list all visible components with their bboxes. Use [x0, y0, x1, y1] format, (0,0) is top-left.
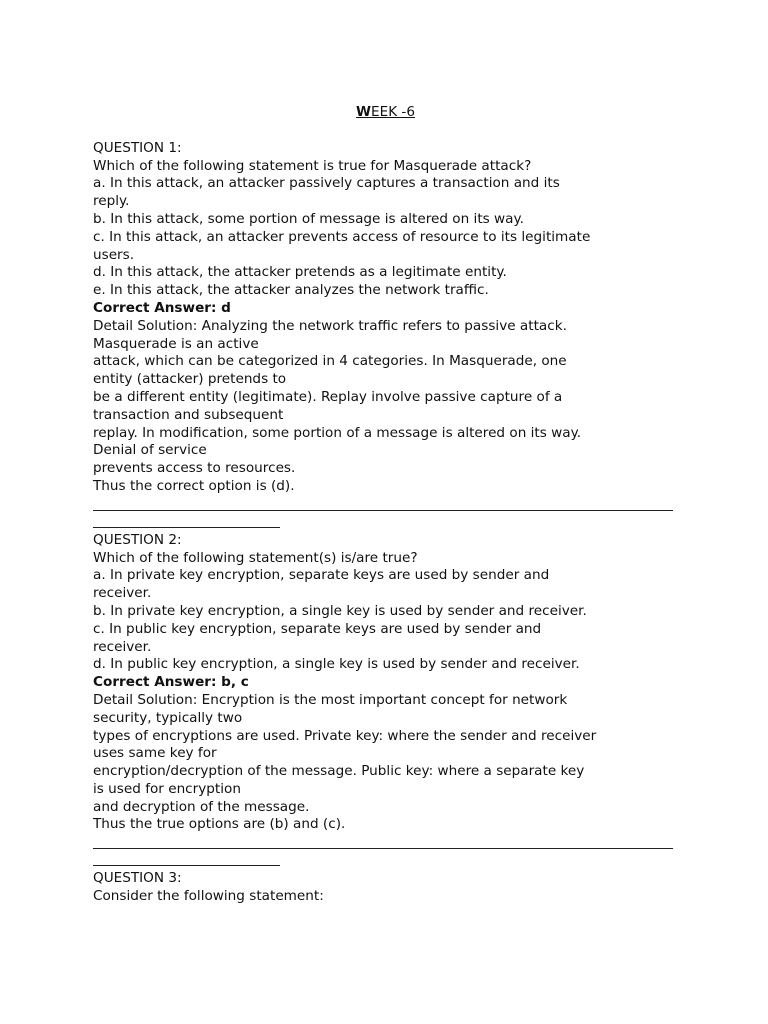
- document-page: [93, 104, 678, 906]
- question-1-solution-line: Thus the correct option is (d).: [93, 477, 295, 494]
- question-2-solution-line: encryption/decryption of the message. Public key: where a separate key: [93, 763, 585, 780]
- question-1-prompt: Which of the following statement is true for Masquerade attack?: [93, 157, 532, 174]
- question-2: [93, 532, 678, 835]
- divider-line-long: [93, 510, 673, 511]
- question-1-solution-line: replay. In modification, some portion of a message is altered on its way.: [93, 424, 582, 441]
- title-first-letter: W: [356, 104, 372, 120]
- question-2-heading: QUESTION 2:: [93, 531, 182, 548]
- question-2-solution-line: Detail Solution: Encryption is the most important concept for network: [93, 691, 568, 708]
- question-2-option-a: a. In private key encryption, separate keys are used by sender and: [93, 567, 550, 584]
- question-1-solution-line: prevents access to resources.: [93, 460, 296, 477]
- question-1-option-e: e. In this attack, the attacker analyzes the network traffic.: [93, 282, 489, 299]
- question-2-solution-line: security, typically two: [93, 709, 243, 726]
- question-2-option-c: c. In public key encryption, separate keys are used by sender and: [93, 620, 542, 637]
- question-1-solution-line: Denial of service: [93, 442, 207, 459]
- page-title: [93, 104, 678, 122]
- question-2-option-a-cont: receiver.: [93, 585, 152, 602]
- divider-line-long: [93, 848, 673, 849]
- question-1-option-a: a. In this attack, an attacker passively captures a transaction and its: [93, 175, 560, 192]
- divider-line-short: [93, 865, 280, 866]
- section-divider: [93, 834, 678, 870]
- question-3-heading: QUESTION 3:: [93, 870, 182, 887]
- question-2-prompt: Which of the following statement(s) is/are true?: [93, 549, 418, 566]
- question-2-solution-line: Thus the true options are (b) and (c).: [93, 816, 346, 833]
- question-3-prompt: Consider the following statement:: [93, 888, 324, 905]
- question-2-solution-line: types of encryptions are used. Private key: where the sender and receiver: [93, 727, 597, 744]
- question-1-solution-line: Detail Solution: Analyzing the network traffic refers to passive attack.: [93, 317, 567, 334]
- question-1-solution-line: transaction and subsequent: [93, 406, 284, 423]
- question-2-solution-line: and decryption of the message.: [93, 798, 310, 815]
- question-2-option-b: b. In private key encryption, a single key is used by sender and receiver.: [93, 602, 587, 619]
- question-1-solution-line: be a different entity (legitimate). Replay involve passive capture of a: [93, 388, 563, 405]
- divider-line-short: [93, 527, 280, 528]
- question-1-solution-line: Masquerade is an active: [93, 335, 259, 352]
- question-2-solution-line: is used for encryption: [93, 780, 241, 797]
- question-1-option-c: c. In this attack, an attacker prevents access of resource to its legitimate: [93, 228, 591, 245]
- question-1-correct-answer: Correct Answer: d: [93, 299, 231, 316]
- question-1-solution-line: attack, which can be categorized in 4 categories. In Masquerade, one: [93, 353, 567, 370]
- question-1-option-a-cont: reply.: [93, 193, 130, 210]
- section-divider: [93, 496, 678, 532]
- question-2-option-d: d. In public key encryption, a single key is used by sender and receiver.: [93, 656, 580, 673]
- question-3: [93, 870, 678, 906]
- question-1-option-b: b. In this attack, some portion of message is altered on its way.: [93, 210, 524, 227]
- question-1: [93, 140, 678, 496]
- title-rest: EEK -6: [371, 104, 415, 120]
- question-1-solution-line: entity (attacker) pretends to: [93, 371, 287, 388]
- question-1-option-c-cont: users.: [93, 246, 135, 263]
- question-1-heading: QUESTION 1:: [93, 139, 182, 156]
- question-2-solution-line: uses same key for: [93, 745, 217, 762]
- question-1-option-d: d. In this attack, the attacker pretends as a legitimate entity.: [93, 264, 507, 281]
- question-2-option-c-cont: receiver.: [93, 638, 152, 655]
- question-2-correct-answer: Correct Answer: b, c: [93, 674, 249, 691]
